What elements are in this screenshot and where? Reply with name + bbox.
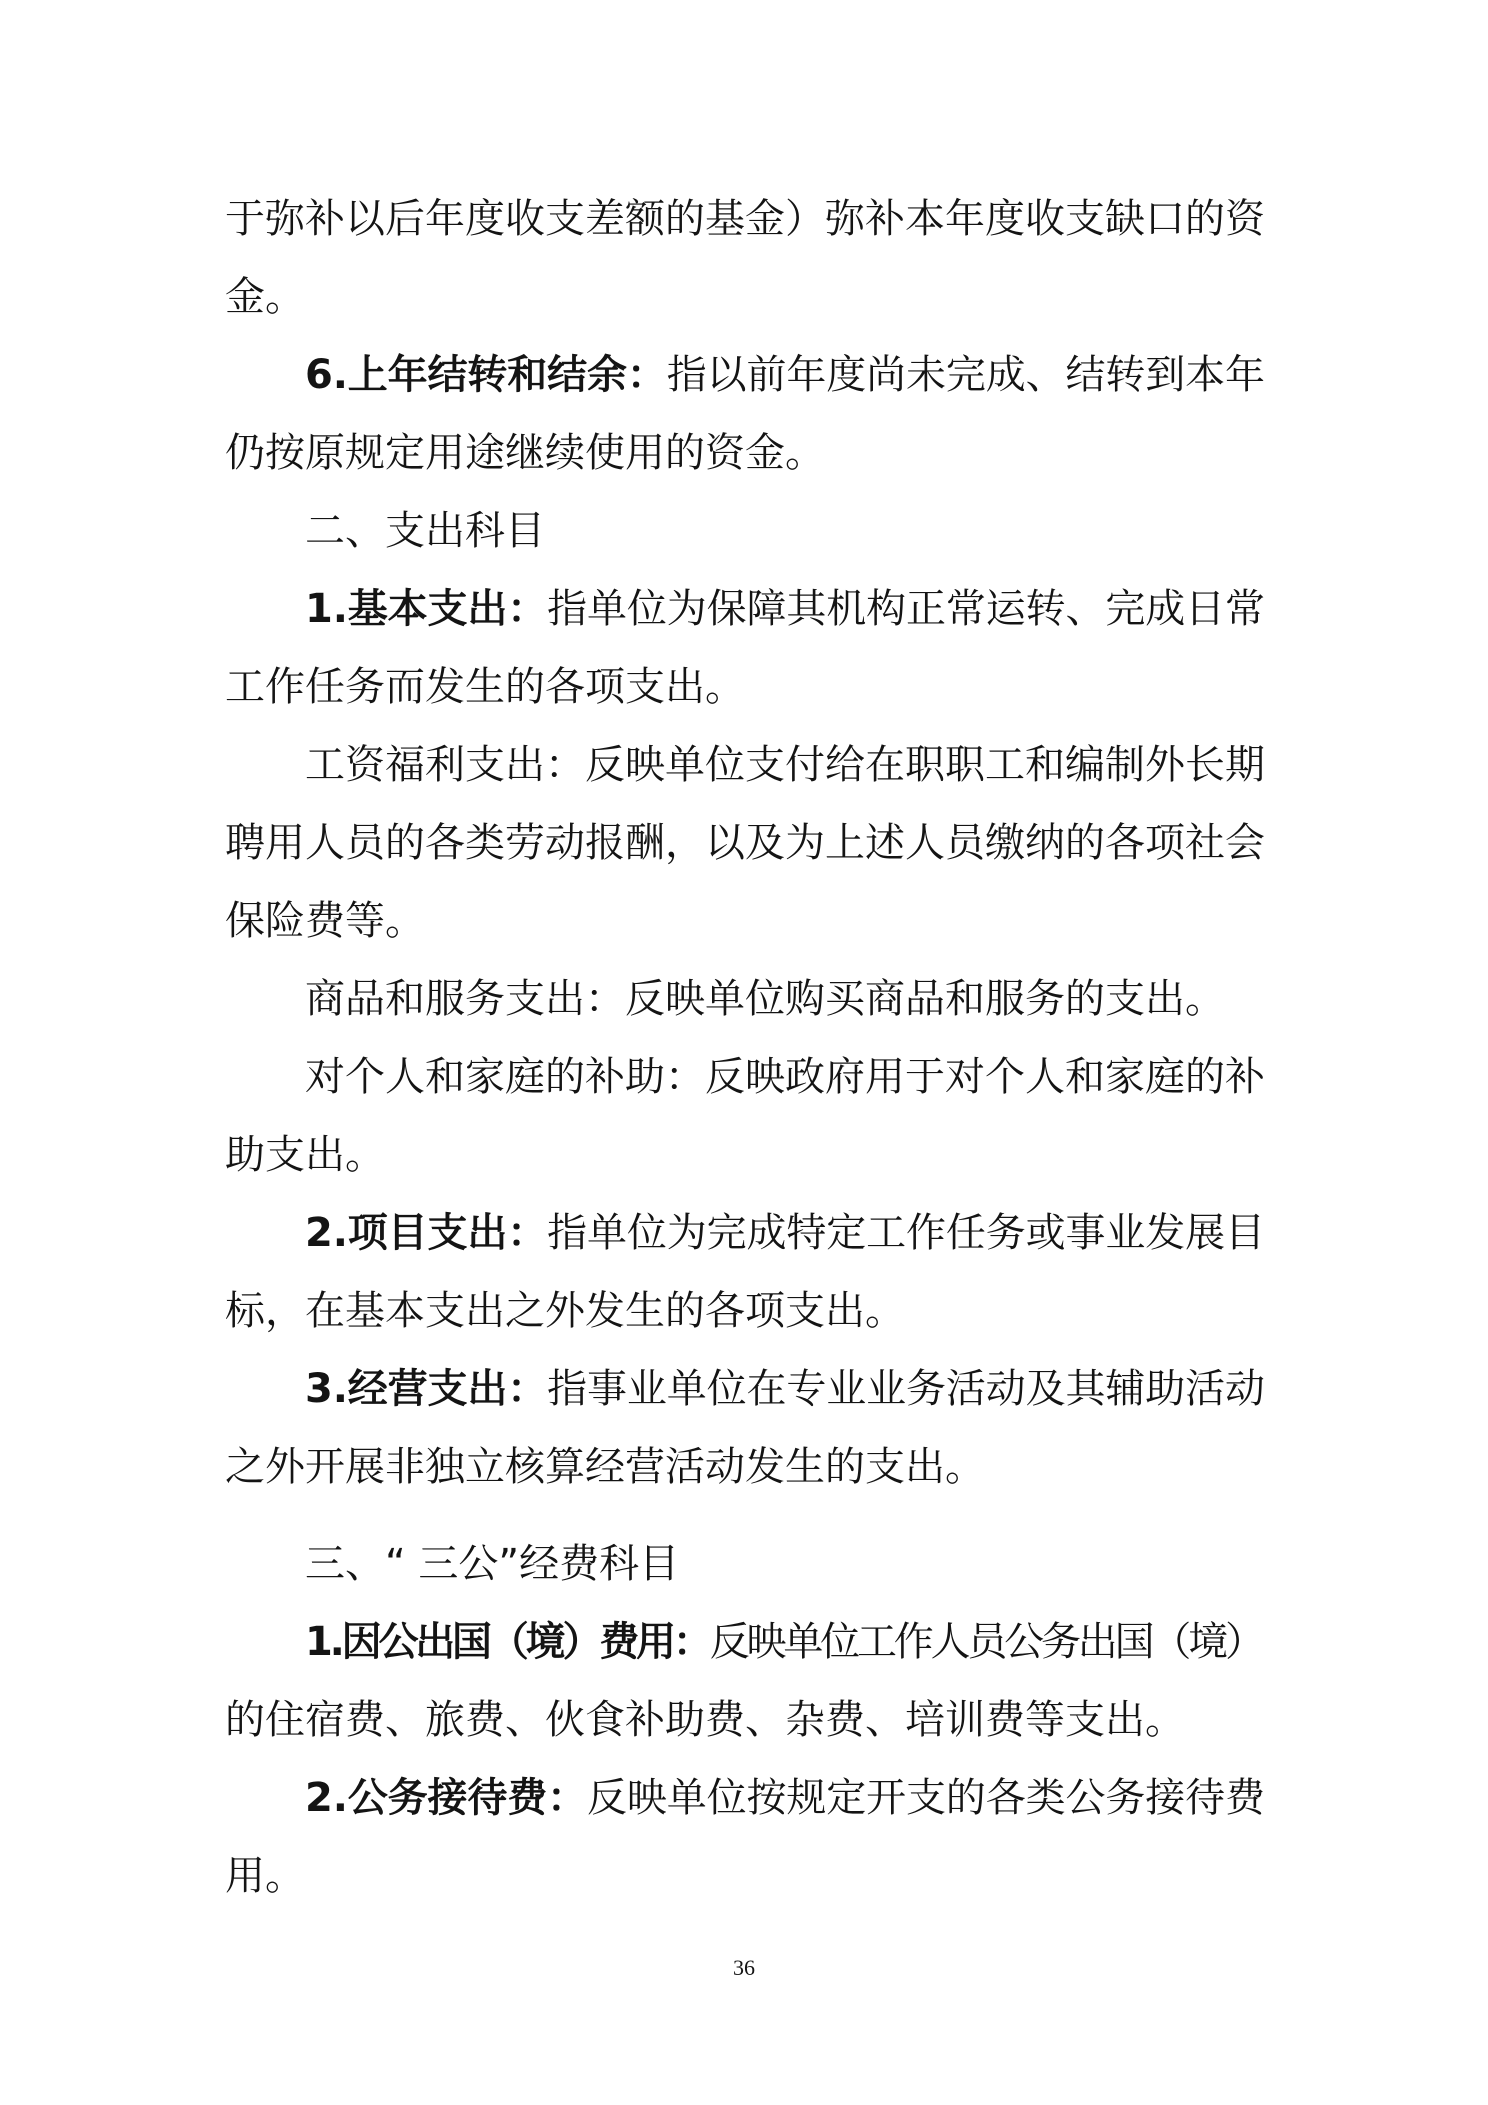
- text-line: [225, 1038, 1265, 1116]
- heading-text: 二、支出科目: [305, 508, 545, 554]
- text-line: [225, 570, 1265, 648]
- paragraph: [225, 492, 1265, 570]
- paragraph: [225, 1525, 1265, 1603]
- text-line: [225, 1681, 1265, 1759]
- text-line: [225, 1350, 1265, 1428]
- line-text: 之外开展非独立核算经营活动发生的支出。: [225, 1444, 985, 1490]
- line-text: 于弥补以后年度收支差额的基金）弥补本年度收支缺口的资: [225, 196, 1265, 242]
- text-line: [225, 336, 1265, 414]
- line-text: 金。: [225, 274, 305, 320]
- line-text: 工作任务而发生的各项支出。: [225, 664, 745, 710]
- paragraph: [225, 570, 1265, 726]
- paragraph: [225, 180, 1265, 336]
- text-line: [225, 960, 1265, 1038]
- text-line: [225, 1272, 1265, 1350]
- paragraph: [225, 960, 1265, 1038]
- line-text: 标，在基本支出之外发生的各项支出。: [225, 1288, 905, 1334]
- text-line: [225, 726, 1265, 804]
- text-line: [225, 1428, 1265, 1506]
- line-text: 商品和服务支出：反映单位购买商品和服务的支出。: [305, 976, 1225, 1022]
- item-title: 1.因公出国（境）费用：: [305, 1619, 710, 1665]
- text-line: [225, 882, 1265, 960]
- paragraph: [225, 726, 1265, 960]
- line-text: 的住宿费、旅费、伙食补助费、杂费、培训费等支出。: [225, 1697, 1185, 1743]
- text-line: [225, 1759, 1265, 1837]
- paragraph: [225, 1038, 1265, 1194]
- line-text: 助支出。: [225, 1132, 385, 1178]
- text-line: [225, 414, 1265, 492]
- page-number: 36: [733, 1955, 755, 1980]
- line-text: 反映单位按规定开支的各类公务接待费: [587, 1775, 1265, 1821]
- section-heading: [225, 1525, 1265, 1603]
- line-text: 反映单位工作人员公务出国（境）: [709, 1619, 1262, 1665]
- paragraph: [225, 1350, 1265, 1506]
- text-line: [225, 1116, 1265, 1194]
- paragraph: [225, 1759, 1265, 1915]
- line-text: 指单位为保障其机构正常运转、完成日常: [547, 586, 1265, 632]
- section-heading: [225, 492, 1265, 570]
- text-line: [225, 804, 1265, 882]
- item-title: 2.项目支出：: [305, 1210, 548, 1256]
- line-text: 指事业单位在专业业务活动及其辅助活动: [547, 1366, 1265, 1412]
- item-title: 6.上年结转和结余：: [305, 352, 667, 398]
- item-title: 2.公务接待费：: [305, 1775, 588, 1821]
- line-text: 用。: [225, 1853, 305, 1899]
- line-text: 指单位为完成特定工作任务或事业发展目: [547, 1210, 1265, 1256]
- line-text: 工资福利支出：反映单位支付给在职职工和编制外长期: [305, 742, 1265, 788]
- text-line: [225, 648, 1265, 726]
- item-title: 1.基本支出：: [305, 586, 548, 632]
- paragraph: [225, 1603, 1265, 1759]
- line-text: 仍按原规定用途继续使用的资金。: [225, 430, 825, 476]
- paragraph: [225, 336, 1265, 492]
- text-line: [225, 180, 1265, 258]
- line-text: 指以前年度尚未完成、结转到本年: [666, 352, 1265, 398]
- line-text: 保险费等。: [225, 898, 425, 944]
- heading-text: 三、“ 三公”经费科目: [305, 1541, 680, 1587]
- item-title: 3.经营支出：: [305, 1366, 548, 1412]
- line-text: 对个人和家庭的补助：反映政府用于对个人和家庭的补: [305, 1054, 1265, 1100]
- document-body: [225, 180, 1265, 1915]
- text-line: [225, 258, 1265, 336]
- text-line: [225, 1603, 1265, 1681]
- text-line: [225, 1194, 1265, 1272]
- line-text: 聘用人员的各类劳动报酬，以及为上述人员缴纳的各项社会: [225, 820, 1265, 866]
- text-line: [225, 1837, 1265, 1915]
- paragraph: [225, 1194, 1265, 1350]
